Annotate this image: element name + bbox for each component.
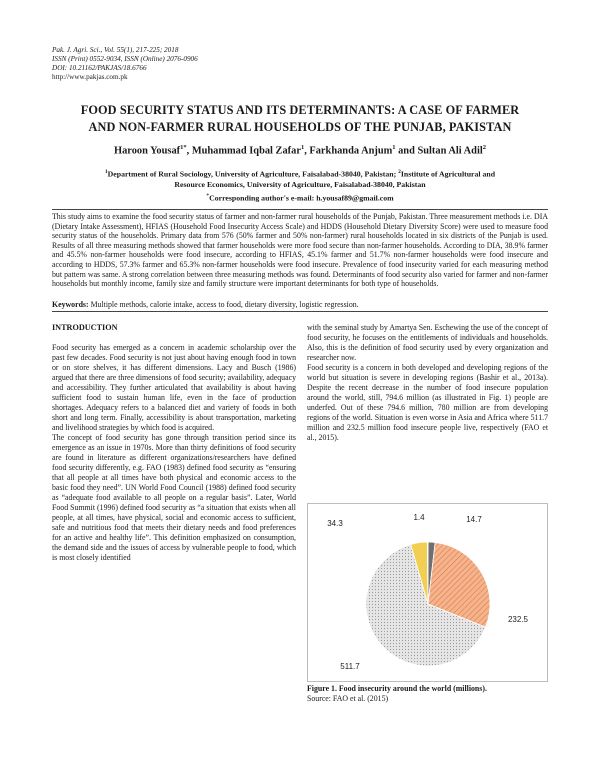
title-line-2: AND NON-FARMER RURAL HOUSEHOLDS OF THE PUNJAB, PAKISTAN <box>88 120 512 134</box>
corresponding-text: Corresponding author's e-mail: h.yousaf89@gmail.com <box>209 193 394 203</box>
affil-text: Institute of Agricultural and <box>400 169 496 179</box>
title-line-1: FOOD SECURITY STATUS AND ITS DETERMINANTS: A CASE OF FARMER <box>80 103 520 117</box>
author-sup: 1 <box>392 144 396 151</box>
paragraph: Food security has emerged as a concern in academic scholarship over the past few decades. Food security is not just about having enough food in town or on store shelves, it has different dimensions. Lacy and Busch (1986) argued that there are three dimensions of food security; availability, adequacy and accessibility. They further articulated that availability is about having sufficient food to sustain human life, even in the face of production shortages. Adequacy refers to a balanced diet and variety of foods in both short and long term. Finally, accessibility is about transportation, marketing and livelihood strategies by which food is acquired. <box>52 343 296 432</box>
figure-1 <box>307 503 548 682</box>
left-column <box>52 323 296 563</box>
pie-label-asia: 511.7 <box>340 662 360 671</box>
author-sup: 1 <box>300 144 305 151</box>
caption-label: Figure 1. <box>307 684 337 693</box>
pie-chart <box>308 504 547 681</box>
introduction-heading: INTRODUCTION <box>52 323 118 332</box>
affiliation-line-1 <box>56 167 544 180</box>
affiliation-line-2: Resource Economics, University of Agriculture, Faisalabad-38040, Pakistan <box>174 180 426 190</box>
abstract-top-rule <box>52 209 548 210</box>
pie-label-africa: 232.5 <box>507 615 529 624</box>
author-sup: 2 <box>482 144 486 151</box>
affil-sup: 2 <box>398 169 401 175</box>
keywords <box>52 300 548 310</box>
journal-issn: ISSN (Print) 0552-9034, ISSN (Online) 2076-0906 <box>52 55 198 63</box>
paragraph: The concept of food security has gone through transition period since its emergence as an issue in 1970s. More than thirty definitions of food security are found in literature as different organizations/researchers have defined food security differently, e.g. FAO (1983) defined food security as “ensuring that all people at all times have both physical and economic access to the basic food they need”. UN World Food Council (1988) defined food security as “adequate food available to all people on a regular basis”. Later, World Food Summit (1996) defined food security as “a situation that exists when all people, at all times, have physical, social and economic access to sufficient, safe and nutritious food that meets their dietary needs and food preferences for an active and healthy life”. This definition emphasized on consumption, the demand side and the issues of access by vulnerable people to food, which is most closely identified <box>52 433 296 562</box>
corresponding-author: *Corresponding author's e-mail: h.yousaf89@gmail.com <box>206 192 394 203</box>
journal-citation: Pak. J. Agri. Sci., Vol. 55(1), 217-225; 2018 <box>52 46 179 54</box>
right-column <box>307 323 548 443</box>
paragraph: with the seminal study by Amartya Sen. Eschewing the use of the concept of food security, he focuses on the entitlements of individuals and households. Also, this is the definition of food security used by every organization and researcher now. <box>307 323 548 362</box>
caption-source: Source: FAO et al. (2015) <box>307 693 389 703</box>
pie-label-developed: 14.7 <box>466 515 482 524</box>
caption-text: Food insecurity around the world (millions). <box>338 684 487 693</box>
journal-doi[interactable]: DOI: 10.21162/PAKJAS/18.6766 <box>52 64 147 72</box>
pie-label-oceania: 1.4 <box>413 513 425 522</box>
author-list: Haroon Yousaf$^{1*}$, Muhammad Iqbal Zafar$^1$, Farkhanda Anjum$^1$ and Sultan Ali Adil$^2$ <box>114 144 486 157</box>
journal-url[interactable]: http://www.pakjas.com.pk <box>52 73 128 81</box>
figure-caption <box>307 684 548 703</box>
author-sup: 1* <box>180 144 187 151</box>
pie-label-latin-america: 34.3 <box>327 519 343 528</box>
affil-sup: 1 <box>104 169 108 175</box>
keywords-label: Keywords: <box>52 300 89 309</box>
abstract-bottom-rule <box>52 311 548 312</box>
author-name: Sultan Ali Adil <box>417 145 483 157</box>
affil-text: Department of Rural Sociology, University of Agriculture, Faisalabad-38040, Pakistan; <box>107 169 397 179</box>
author-name: Haroon Yousaf <box>114 145 181 157</box>
paragraph: Food security is a concern in both developed and developing regions of the world but situation is severe in developing regions (Bashir et al., 2013a). Despite the recent decrease in the number of food insecure population around the world, still, 794.6 million (as illustrated in Fig. 1) people are underfed. Out of these 794.6 million, 780 million are from developing regions of the world. Situation is even worse in Asia and Africa where 511.7 million and 232.5 million food insecure people live, respectively (FAO et al., 2015). <box>307 363 548 442</box>
keywords-text: Multiple methods, calorie intake, access to food, dietary diversity, logistic regression. <box>90 300 359 309</box>
journal-meta <box>52 46 198 82</box>
author-name: Muhammad Iqbal Zafar <box>191 145 301 157</box>
paper-title <box>40 102 560 136</box>
affiliations <box>56 167 544 204</box>
author-name: Farkhanda Anjum <box>309 145 393 157</box>
abstract: This study aims to examine the food security status of farmer and non-farmer rural households of the Punjab, Pakistan. Three measurement methods i.e. DIA (Dietary Intake Assessment), HFIAS (Household Food Insecurity Access Scale) and HDDS (Household Dietary Diversity Score) were used to measure food security status of the households. Primary data from 576 (50% farmer and 50% non-farmer) rural households located in six districts of the Punjab is used. Results of all three measuring methods showed that farmer households were more food secure than non-farmer households. According to DIA, 38.9% farmer and 45.5% non-farmer households were food insecure, according to HFIAS, 45.1% farmer and 51.7% non-farmer households were food insecure and according to HDDS, 57.3% farmer and 65.3% non-farmer households were food insecure. Prevalence of food insecurity varied for each measuring method but pattern was same. A strong correlation between three measuring methods was found. Determinants of food security also varied for farmer and non-farmer households but monthly income, family size and family structure were important determinants for both type of households. <box>52 212 548 289</box>
